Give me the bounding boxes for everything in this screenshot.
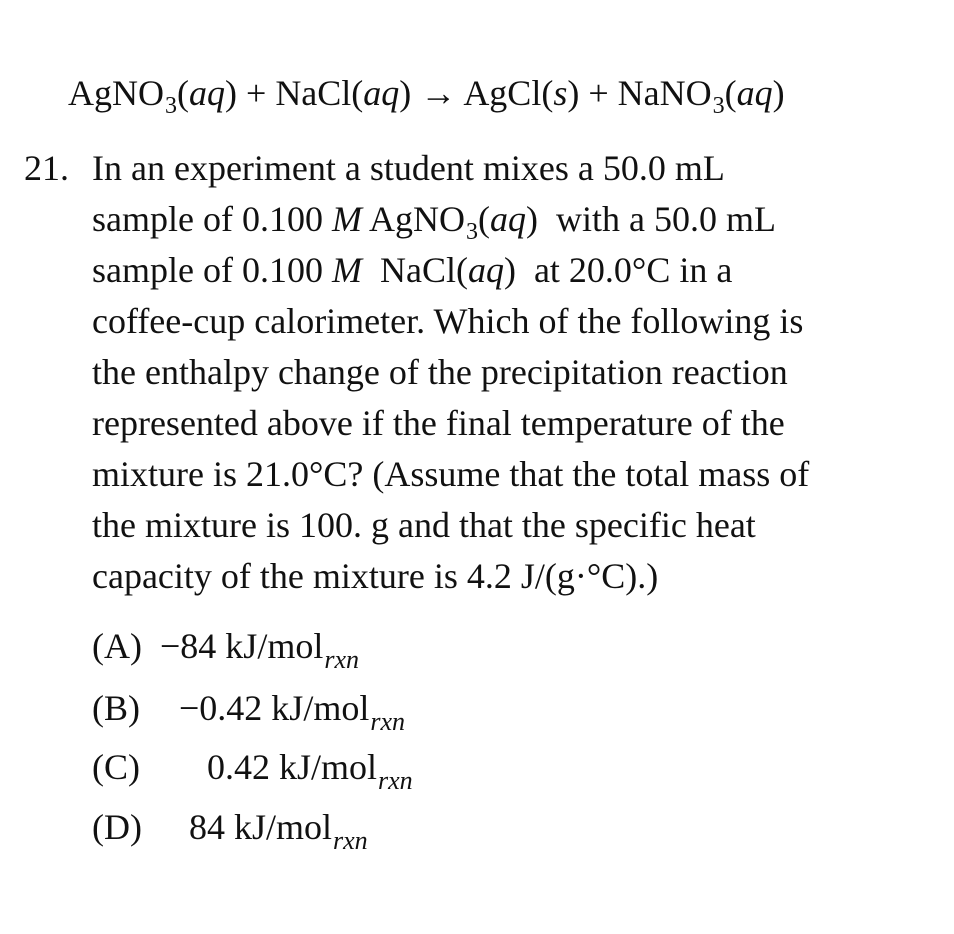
choice-label: (B) xyxy=(92,688,140,728)
question-line-2: sample of 0.100 M AgNO$_3$(aq) with a 50.0 mL xyxy=(92,199,776,245)
choice-value: 0.42 kJ/mol$_{rxn}$ xyxy=(207,747,413,795)
reactant-1: AgNO$_3$(aq) xyxy=(68,73,237,119)
choice-value: −84 kJ/mol$_{rxn}$ xyxy=(160,626,359,674)
question-line-1: In an experiment a student mixes a 50.0 mL xyxy=(92,148,725,188)
plus-sign: + xyxy=(237,73,276,113)
reactant-2: NaCl(aq) xyxy=(275,73,412,113)
choice-value: 84 kJ/mol$_{rxn}$ xyxy=(189,807,368,855)
choice-label: (C) xyxy=(92,747,140,787)
question-line-8: the mixture is 100. g and that the specific heat xyxy=(92,505,756,545)
question-line-3: sample of 0.100 M NaCl(aq) at 20.0°C in a xyxy=(92,250,733,290)
plus-sign: + xyxy=(579,73,618,113)
question-line-9: capacity of the mixture is 4.2 J/(g·°C).) xyxy=(92,556,659,596)
question-line-4: coffee-cup calorimeter. Which of the following is xyxy=(92,301,804,341)
product-2: NaNO$_3$(aq) xyxy=(617,73,785,119)
reaction-equation xyxy=(68,73,785,119)
question-number: 21. xyxy=(24,148,69,188)
reaction-arrow: → xyxy=(411,73,464,113)
question-line-6: represented above if the final temperature of the xyxy=(92,403,785,443)
choice-label: (D) xyxy=(92,807,142,847)
question-line-7: mixture is 21.0°C? (Assume that the total mass of xyxy=(92,454,810,494)
question-line-5: the enthalpy change of the precipitation reaction xyxy=(92,352,788,392)
choice-label: (A) xyxy=(92,626,142,666)
product-1: AgCl(s) xyxy=(463,73,580,113)
choice-value: −0.42 kJ/mol$_{rxn}$ xyxy=(179,688,405,736)
